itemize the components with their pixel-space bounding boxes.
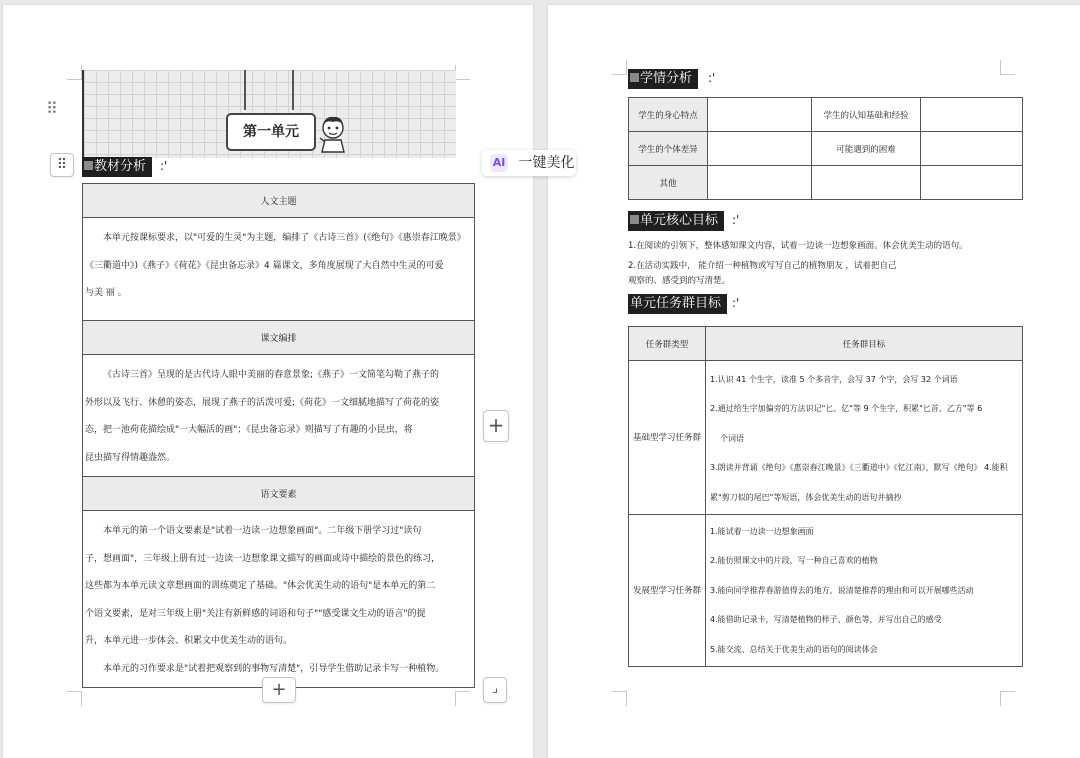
table-cell-input[interactable]: [708, 98, 812, 132]
heading-text: 单元核心目标: [640, 213, 719, 228]
task-goal-line: 累"剪刀似的尾巴"等短语，体会优美生动的语句并摘抄: [710, 492, 902, 502]
task-goal-line: 1.能试着一边读一边想象画面: [710, 526, 814, 536]
paragraph-line: 与美 丽 。: [85, 288, 127, 298]
table-cell-label: 可能遇到的困难: [812, 132, 921, 166]
paragraph-line: 这些都为本单元读文章想画面的训练奠定了基础。"体会优美生动的语句"是本单元的第二: [85, 581, 436, 591]
page-corner-mark: [455, 65, 470, 80]
task-goals-develop[interactable]: [706, 515, 1023, 667]
task-goal-line: 2.能仿照课文中的片段，写一种自己喜欢的植物: [710, 556, 878, 566]
page-corner-mark: [455, 691, 470, 706]
heading-tail-mark: :': [732, 213, 740, 227]
ai-beautify-label: 一键美化: [518, 155, 575, 171]
elements-content[interactable]: [83, 511, 475, 688]
table-header-elements: 语文要素: [83, 477, 475, 511]
heading-tail-mark: :': [732, 296, 740, 310]
heading-tail-mark: :': [160, 159, 168, 173]
page-corner-mark: [67, 691, 82, 706]
task-goal-line: 个词语: [720, 433, 744, 443]
insert-row-button[interactable]: [262, 677, 296, 703]
paragraph-line: 子，想画面"，三年级上册有过一边读一边想象课文描写的画面或诗中描绘的景色的练习，: [85, 553, 441, 564]
task-type-develop: 发展型学习任务群: [629, 515, 706, 667]
table-cell-label: 学生的个体差异: [629, 132, 708, 166]
table-header-arrangement: 课文编排: [83, 321, 475, 355]
task-type-basic: 基础型学习任务群: [629, 361, 706, 515]
table-cell-input[interactable]: [708, 166, 812, 200]
task-group-table: [628, 326, 1023, 667]
heading-tail-mark: :': [708, 71, 716, 85]
drag-dots-icon: ⠿: [56, 157, 68, 173]
block-menu-button[interactable]: [50, 153, 74, 177]
section-heading-task-goals: [628, 294, 727, 314]
task-goal-line: 2.通过给生字加偏旁的方法识记"匕、亿"等 9 个生字，积累"匕首、乙方"等 6: [710, 404, 983, 414]
table-cell-input[interactable]: [812, 166, 921, 200]
section-heading-textbook-analysis: [82, 157, 152, 177]
document-page-left: [3, 5, 533, 758]
section-heading-learning-analysis: [628, 69, 698, 89]
resize-table-button[interactable]: [483, 677, 507, 703]
page-corner-mark: [612, 60, 627, 75]
cartoon-boy-icon: [316, 114, 350, 154]
task-goal-line: 1.认识 41 个生字，读准 5 个多音字，会写 37 个字，会写 32 个词语: [710, 374, 958, 384]
heading-marker: [630, 215, 639, 224]
theme-content[interactable]: [83, 218, 475, 321]
heading-text: 学情分析: [640, 71, 693, 86]
learning-analysis-table: [628, 97, 1023, 200]
page-corner-mark: [67, 65, 82, 80]
table-cell-input[interactable]: [921, 166, 1023, 200]
textbook-analysis-table: [82, 183, 475, 688]
paragraph-line: 《古诗三首》呈现的是古代诗人眼中美丽的春意景象;《燕子》一文简笔勾勒了燕子的: [103, 370, 440, 380]
core-goal-item[interactable]: 1.在阅读的引领下，整体感知课文内容，试着一边读一边想象画面。体会优美生动的语句。: [628, 241, 968, 251]
table-header-type: 任务群类型: [629, 327, 706, 361]
table-header-theme: 人文主题: [83, 184, 475, 218]
table-header-goal: 任务群目标: [706, 327, 1023, 361]
resize-corner-icon: ⌟: [491, 681, 499, 696]
ai-beautify-button[interactable]: [482, 150, 576, 176]
table-cell-label: 其他: [629, 166, 708, 200]
paragraph-line: 本单元的习作要求是"试着把观察到的事物写清楚"，引导学生借助记录卡写一种植物。: [103, 663, 445, 674]
table-cell-input[interactable]: [921, 98, 1023, 132]
task-goal-line: 5.能交流、总结关于优美生动的语句的阅读体会: [710, 644, 878, 654]
section-heading-core-goals: [628, 211, 724, 231]
paragraph-line: 《三衢道中》)《燕子》《荷花》《昆虫备忘录》4 篇课文，多角度展现了大自然中生灵的可爱: [85, 260, 444, 271]
paragraph-line: 态，把一池荷花描绘成"一大幅活的画"；《昆虫备忘录》则描写了有趣的小昆虫，将: [85, 425, 413, 435]
insert-column-button[interactable]: [483, 410, 509, 442]
page-corner-mark: [612, 691, 627, 706]
paragraph-line: 外形以及飞行、休憩的姿态，展现了燕子的活泼可爱;《荷花》一文细腻地描写了荷花的姿: [85, 397, 440, 408]
paragraph-line: 个语文要素，是对三年级上册"关注有新鲜感的词语和句子""感受课文生动的语言"的提: [85, 608, 426, 619]
task-goals-basic[interactable]: [706, 361, 1023, 515]
plus-icon: +: [487, 413, 505, 437]
paragraph-line: 昆虫描写得情趣盎然。: [85, 452, 176, 463]
task-goal-line: 3.朗读并背诵《绝句》《惠崇春江晚景》《三衢道中》《忆江南》，默写《绝句》 4.能积: [710, 463, 1008, 473]
plus-icon: +: [271, 679, 287, 700]
banner-hanging-wire: [244, 70, 246, 110]
heading-text: 单元任务群目标: [630, 296, 722, 311]
document-page-right: [548, 5, 1080, 758]
table-cell-label: 学生的认知基础和经验: [812, 98, 921, 132]
core-goal-item[interactable]: 2.在活动实践中， 能介绍一种植物或写写自己的植物朋友 ，试着把自己: [628, 261, 897, 271]
page-corner-mark: [1000, 60, 1015, 75]
table-cell-input[interactable]: [921, 132, 1023, 166]
block-drag-handle-icon[interactable]: ⠿: [46, 99, 58, 118]
core-goal-item[interactable]: 观察的、感受到的写清楚。: [628, 276, 731, 286]
banner-hanging-wire: [292, 70, 294, 110]
heading-text: 教材分析: [94, 159, 147, 174]
paragraph-line: 升，本单元进一步体会、积累文中优美生动的语句。: [85, 636, 293, 646]
paragraph-line: 本单元的第一个语文要素是"试着一边读一边想象画面"。二年级下册学习过"读句: [103, 526, 422, 536]
unit-title: 第一单元: [226, 113, 316, 151]
page-corner-mark: [1000, 691, 1015, 706]
unit-banner: [82, 70, 456, 158]
arrangement-content[interactable]: [83, 355, 475, 477]
ai-icon: AI: [490, 154, 508, 172]
task-goal-line: 3.能向同学推荐春游值得去的地方，说清楚推荐的理由和可以开展哪些活动: [710, 585, 974, 595]
table-cell-input[interactable]: [708, 132, 812, 166]
table-cell-label: 学生的身心特点: [629, 98, 708, 132]
heading-marker: [630, 73, 639, 82]
paragraph-line: 本单元按课标要求，以"可爱的生灵"为主题，编排了《古诗三首》(《绝句》《惠崇春江晚景》: [103, 233, 466, 243]
heading-marker: [84, 161, 93, 170]
task-goal-line: 4.能借助记录卡，写清楚植物的样子、颜色等，并写出自己的感受: [710, 615, 942, 625]
